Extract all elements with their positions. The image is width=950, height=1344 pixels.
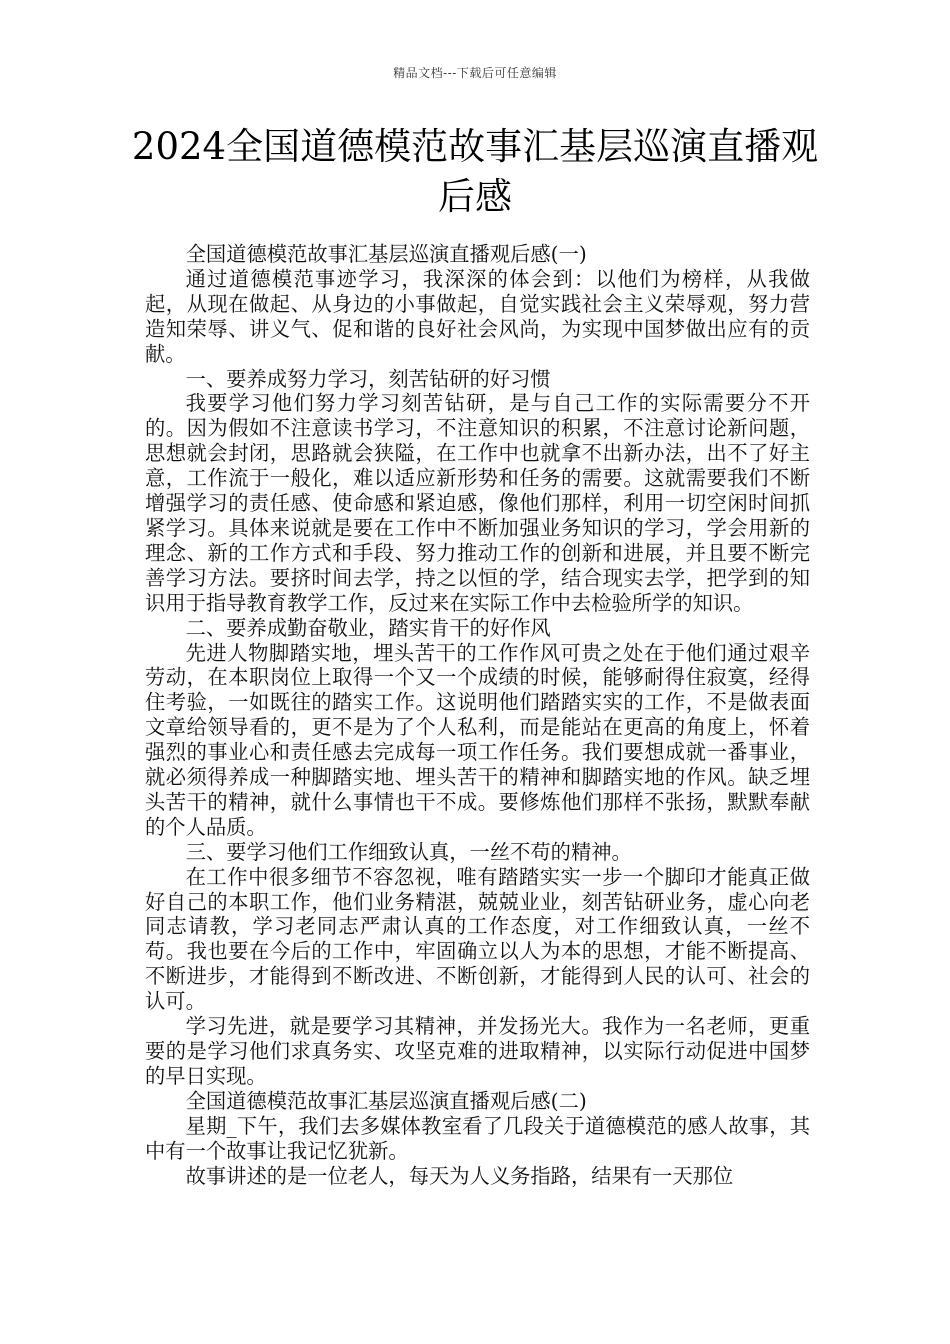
- paragraph: 学习先进，就是要学习其精神，并发扬光大。我作为一名老师，更重要的是学习他们求真务实、攻坚克难的进取精神，以实际行动促进中国梦的早日实现。: [145, 1014, 810, 1088]
- section-heading-2: 全国道德模范故事汇基层巡演直播观后感(二): [185, 1088, 587, 1113]
- document-body: [145, 242, 810, 1188]
- document-title: 2024全国道德模范故事汇基层巡演直播观后感: [131, 125, 819, 218]
- paragraph: 星期_下午，我们去多媒体教室看了几段关于道德模范的感人故事，其中有一个故事让我记忆犹新。: [145, 1113, 810, 1163]
- subheading: 三、要学习他们工作细致认真，一丝不苟的精神。: [185, 839, 632, 864]
- paragraph: 在工作中很多细节不容忽视，唯有踏踏实实一步一个脚印才能真正做好自己的本职工作，他们业务精湛，兢兢业业，刻苦钻研业务，虚心向老同志请教，学习老同志严肃认真的工作态度，对工作细致认真，一丝不苟。我也要在今后的工作中，牢固确立以人为本的思想，才能不断提高、不断进步，才能得到不断改进、不断创新，才能得到人民的认可、社会的认可。: [145, 864, 810, 1014]
- paragraph: 我要学习他们努力学习刻苦钻研，是与自己工作的实际需要分不开的。因为假如不注意读书学习，不注意知识的积累，不注意讨论新问题，思想就会封闭，思路就会狭隘，在工作中也就拿不出新办法，出不了好主意，工作流于一般化，难以适应新形势和任务的需要。这就需要我们不断增强学习的责任感、使命感和紧迫感，像他们那样，利用一切空闲时间抓紧学习。具体来说就是要在工作中不断加强业务知识的学习，学会用新的理念、新的工作方式和手段、努力推动工作的创新和进展，并且要不断完善学习方法。要挤时间去学，持之以恒的学，结合现实去学，把学到的知识用于指导教育教学工作，反过来在实际工作中去检验所学的知识。: [145, 391, 810, 615]
- page-header: 精品文档---下载后可任意编辑: [393, 66, 557, 80]
- paragraph: 通过道德模范事迹学习，我深深的体会到：以他们为榜样，从我做起，从现在做起、从身边的小事做起，自觉实践社会主义荣辱观，努力营造知荣辱、讲义气、促和谐的良好社会风尚，为实现中国梦做出应有的贡献。: [145, 266, 810, 366]
- subheading: 一、要养成努力学习，刻苦钻研的好习惯: [185, 366, 551, 391]
- paragraph: 先进人物脚踏实地，埋头苦干的工作作风可贵之处在于他们通过艰辛劳动，在本职岗位上取得一个又一个成绩的时候，能够耐得住寂寞，经得住考验，一如既往的踏实工作。这说明他们踏踏实实的工作，不是做表面文章给领导看的，更不是为了个人私利，而是能站在更高的角度上，怀着强烈的事业心和责任感去完成每一项工作任务。我们要想成就一番事业，就必须得养成一种脚踏实地、埋头苦干的精神和脚踏实地的作风。缺乏埋头苦干的精神，就什么事情也干不成。要修炼他们那样不张扬，默默奉献的个人品质。: [145, 640, 810, 839]
- subheading: 二、要养成勤奋敬业，踏实肯干的好作风: [185, 615, 551, 640]
- paragraph: 故事讲述的是一位老人，每天为人义务指路，结果有一天那位: [185, 1163, 734, 1188]
- section-heading-1: 全国道德模范故事汇基层巡演直播观后感(一): [185, 242, 587, 266]
